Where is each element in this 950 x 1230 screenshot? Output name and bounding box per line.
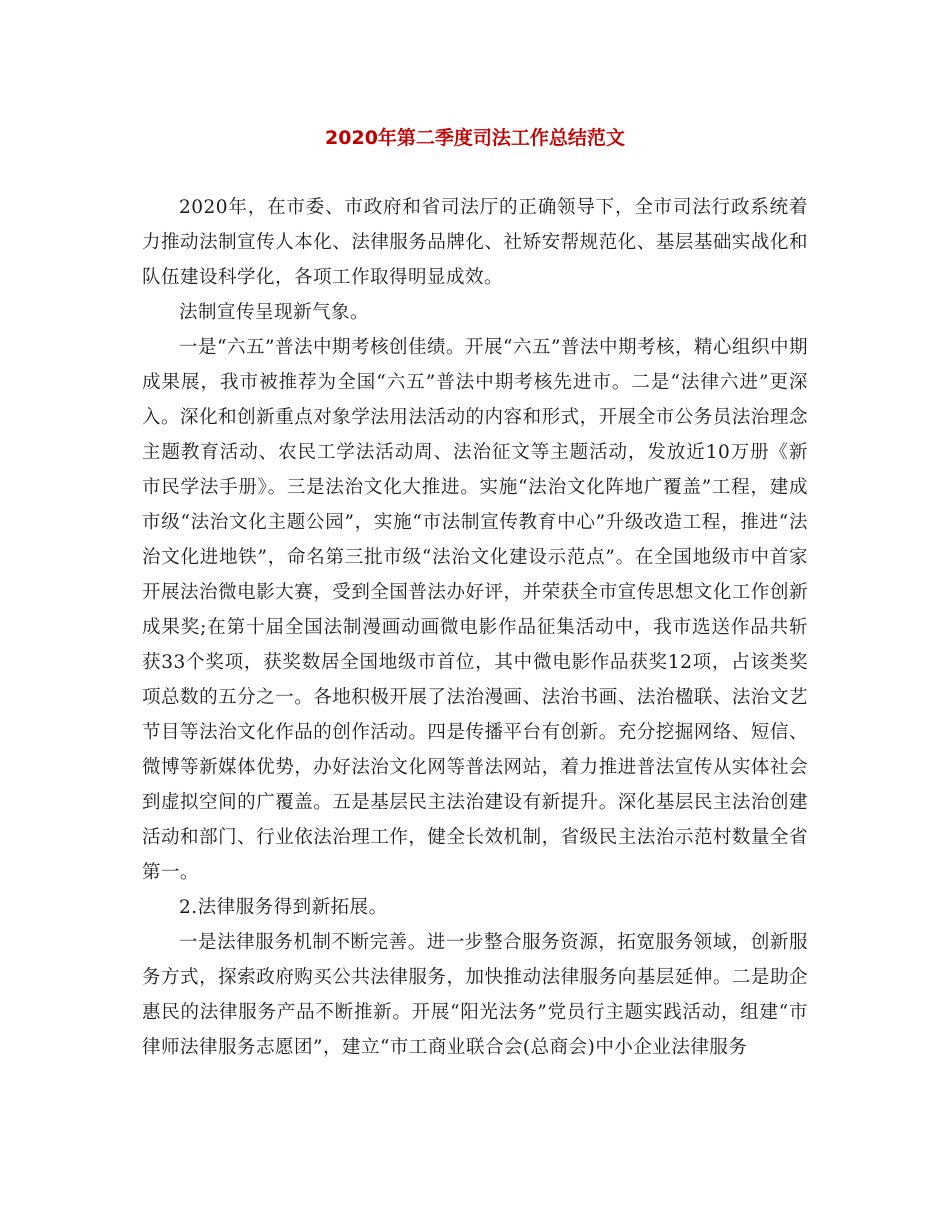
paragraph-publicity-details: 一是“六五”普法中期考核创佳绩。开展“六五”普法中期考核，精心组织中期成果展，我市被推荐为全国“六五”普法中期考核先进市。二是“法律六进”更深入。深化和创新重点对象学法用法活动的内容和形式，开展全市公务员法治理念主题教育活动、农民工学法活动周、法治征文等主题活动，发放近10万册《新市民学法手册》。三是法治文化大推进。实施“法治文化阵地广覆盖”工程，建成市级“法治文化主题公园”，实施“市法制宣传教育中心”升级改造工程，推进“法治文化进地铁”，命名第三批市级“法治文化建设示范点”。在全国地级市中首家开展法治微电影大赛，受到全国普法办好评，并荣获全市宣传思想文化工作创新成果奖;在第十届全国法制漫画动画微电影作品征集活动中，我市选送作品共斩获33个奖项，获奖数居全国地级市首位，其中微电影作品获奖12项，占该类奖项总数的五分之一。各地积极开展了法治漫画、法治书画、法治楹联、法治文艺节目等法治文化作品的创作活动。四是传播平台有创新。充分挖掘网络、短信、微博等新媒体优势，办好法治文化网等普法网站，着力推进普法宣传从实体社会到虚拟空间的广覆盖。五是基层民主法治建设有新提升。深化基层民主法治创建活动和部门、行业依法治理工作，健全长效机制，省级民主法治示范村数量全省第一。 [142,337,808,883]
paragraph-heading-publicity: 法制宣传呈现新气象。 [179,302,370,323]
document-body [142,190,808,1065]
paragraph-heading-legal-services: 2.法律服务得到新拓展。 [179,897,388,918]
paragraph-legal-services-details: 一是法律服务机制不断完善。进一步整合服务资源，拓宽服务领域，创新服务方式，探索政府购买公共法律服务，加快推动法律服务向基层延伸。二是助企惠民的法律服务产品不断推新。开展“阳光法务”党员行主题实践活动，组建“市律师法律服务志愿团”，建立“市工商业联合会(总商会)中小企业法律服务 [142,932,808,1058]
document-title: 2020年第二季度司法工作总结范文 [325,127,625,149]
paragraph-intro: 2020年，在市委、市政府和省司法厅的正确领导下，全市司法行政系统着力推动法制宣传人本化、法律服务品牌化、社矫安帮规范化、基层基础实战化和队伍建设科学化，各项工作取得明显成效。 [142,197,808,288]
